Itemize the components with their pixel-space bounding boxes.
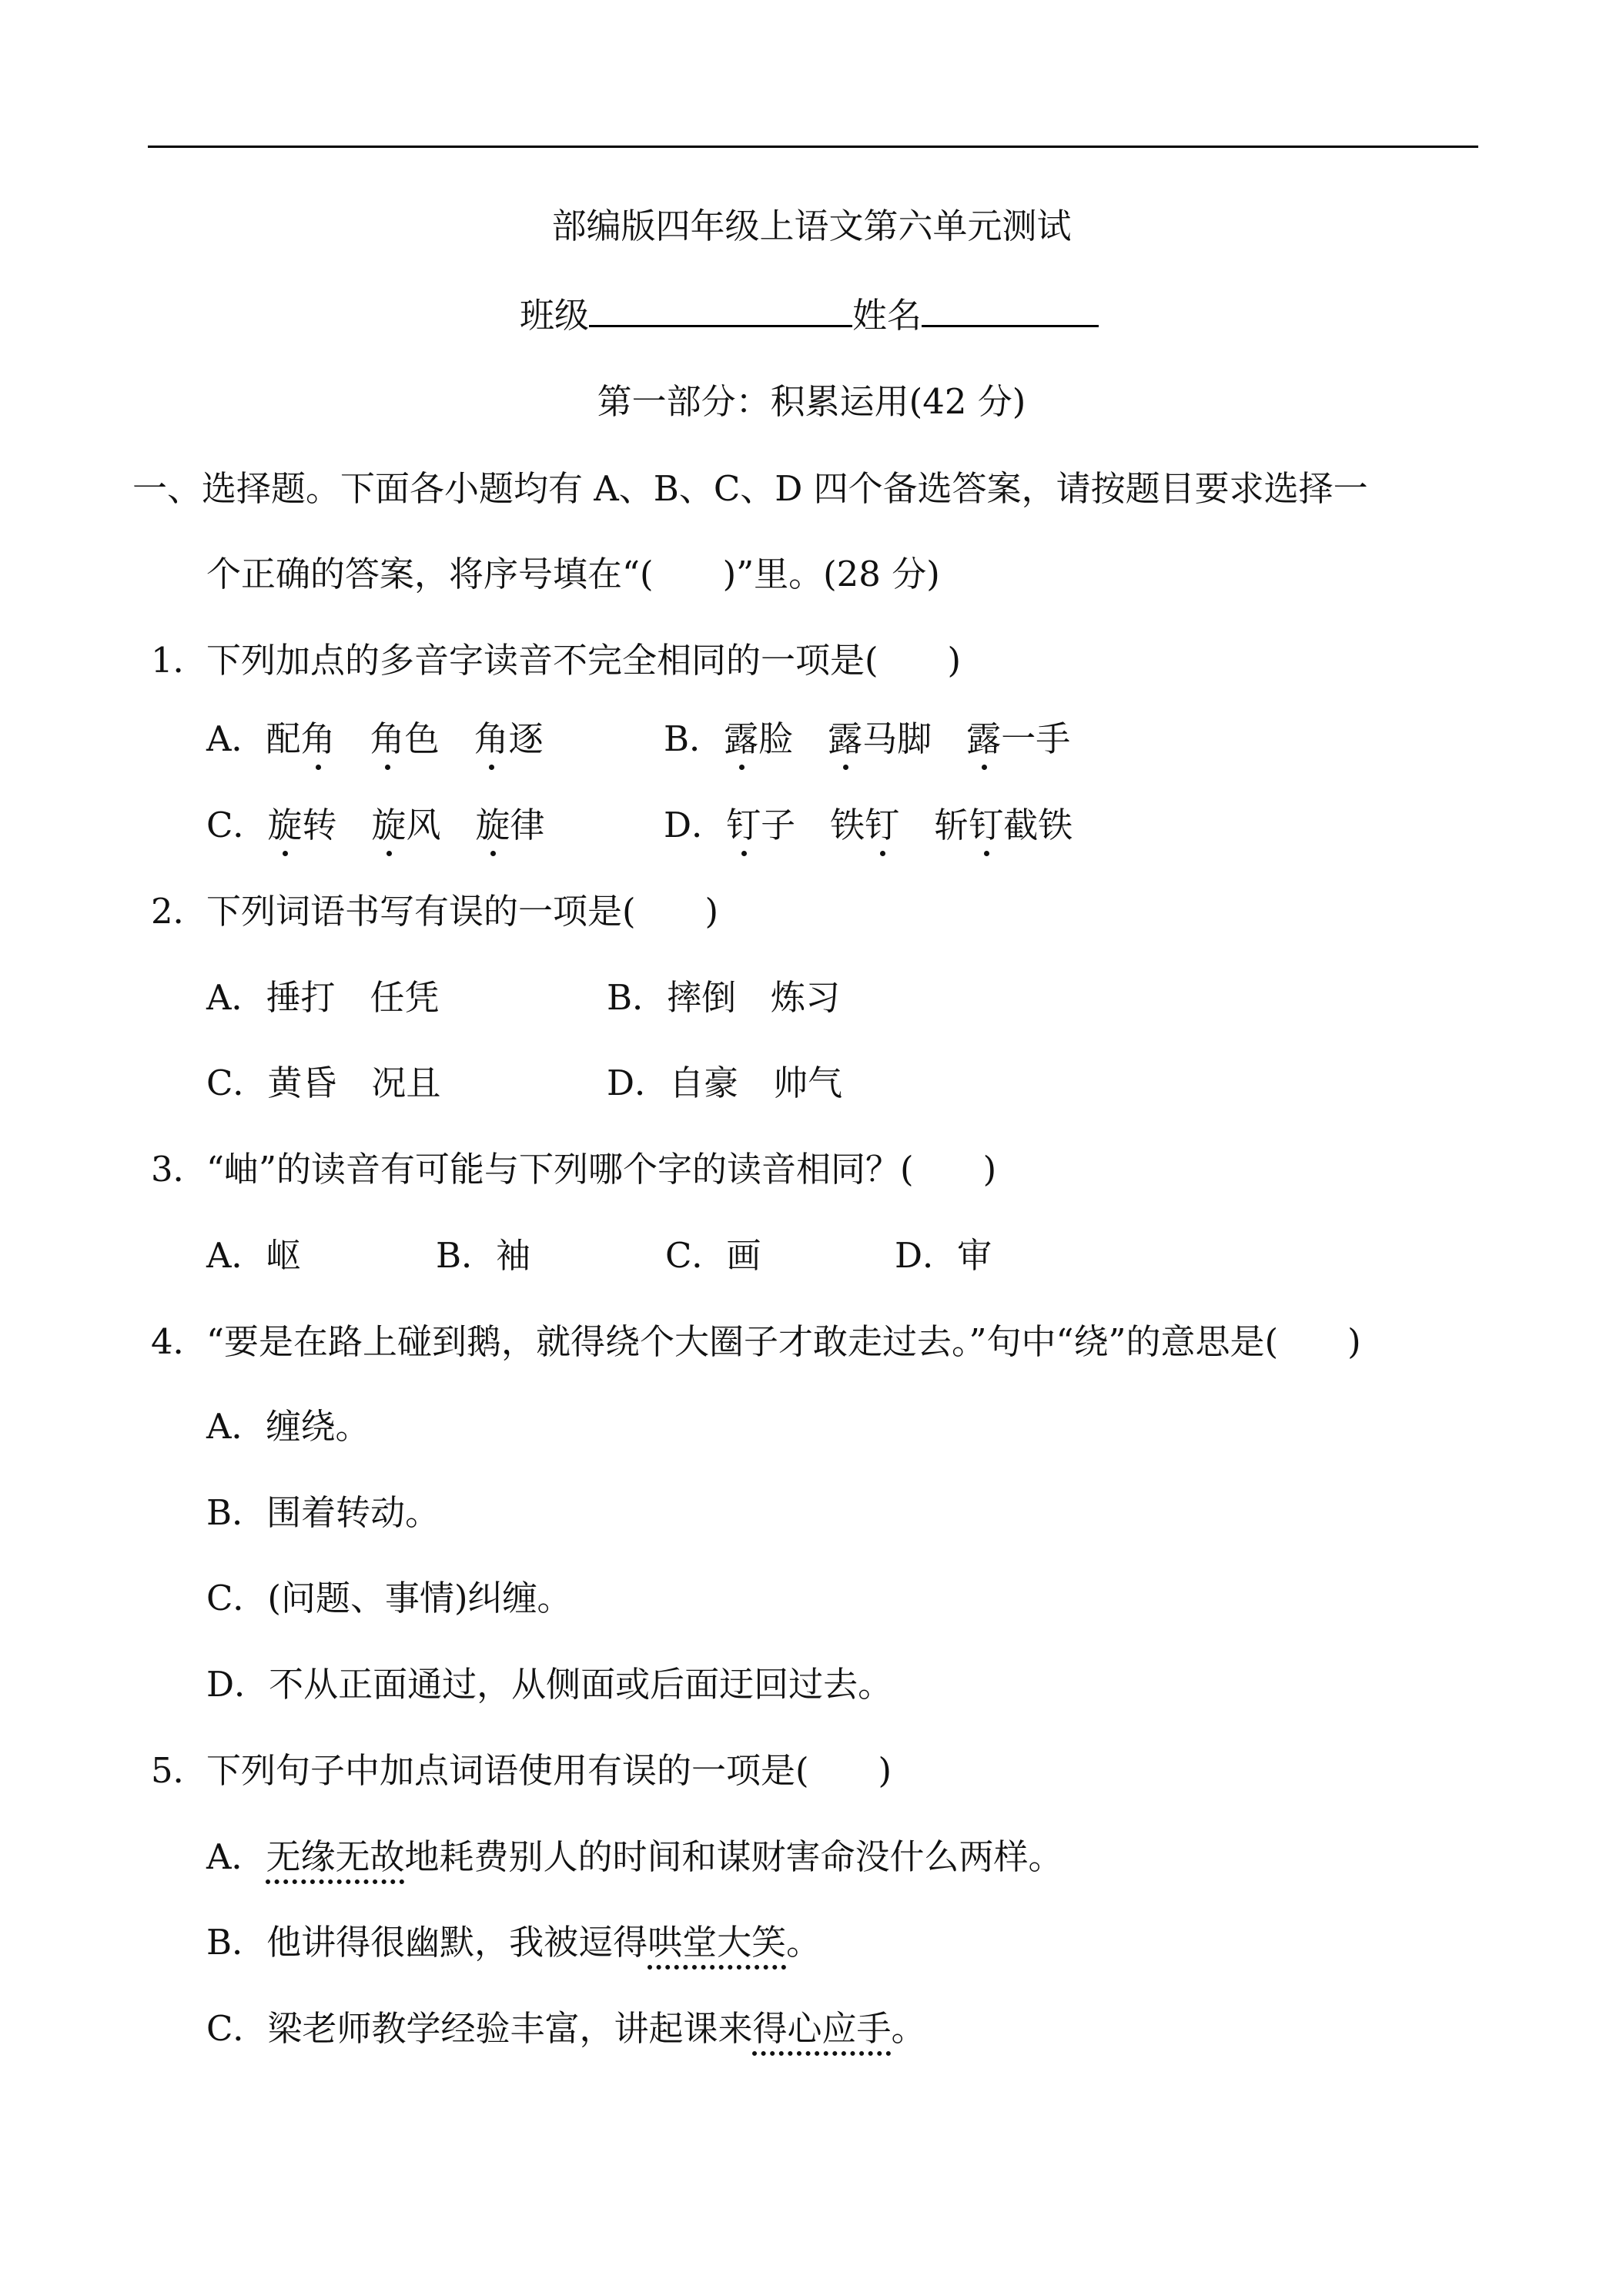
question-number: 2． [151,891,208,932]
option-text: 风 [406,805,441,845]
option-c [206,2001,925,2057]
option-d [664,798,1073,853]
question-text: “岫”的读音有可能与下列哪个字的读音相同？( ) [206,1149,997,1190]
option-letter: C． [206,2008,268,2049]
dotted-char: 露 [828,711,862,767]
question-number: 5． [151,1750,208,1791]
option-text: 。 [891,2008,926,2049]
dotted-char: 角 [474,711,509,767]
dotted-char: 旋 [476,798,510,853]
section-title: 第一部分：积累运用(42 分) [597,381,1026,422]
question-text: 下列句子中加点词语使用有误的一项是( ) [206,1750,892,1791]
option-c: C．(问题、事情)纠缠。 [206,1578,572,1618]
option-letter: A． [206,1836,266,1877]
option-text: 斩 [934,805,969,845]
dotted-char: 钉 [726,798,761,853]
option-d: D．审 [895,1235,992,1276]
instructions-line-1: 一、选择题。下面各小题均有 A、B、C、D 四个备选答案，请按题目要求选择一 [132,468,1368,509]
question-number: 4． [151,1321,208,1362]
option-letter: B． [664,718,724,759]
question-text: 下列词语书写有误的一项是( ) [206,891,719,932]
dotted-phrase: 无缘无故 [266,1836,405,1877]
option-letter: A． [206,718,266,759]
dotted-phrase: 哄堂大笑 [648,1922,787,1963]
option-letter: C． [206,805,268,845]
option-text: 他讲得很幽默，我被逗得 [266,1922,648,1963]
name-blank[interactable] [922,286,1099,327]
option-c [206,798,545,853]
option-c: C．画 [665,1235,761,1276]
option-spacer [793,718,828,759]
option-b [206,1915,821,1970]
option-text: 配 [266,718,301,759]
option-text: 。 [786,1922,822,1963]
dotted-char: 旋 [267,798,302,853]
student-info-line [520,286,1099,343]
class-blank[interactable] [589,286,852,327]
option-spacer [899,805,934,845]
option-a [206,711,544,767]
option-text: 截铁 [1003,805,1073,845]
option-a: A．岖 [206,1235,301,1276]
option-text: 子 [761,805,796,845]
dotted-char: 露 [724,711,758,767]
option-spacer [336,718,370,759]
dotted-char: 旋 [371,798,406,853]
option-text: 铁 [830,805,865,845]
option-a: A．缠绕。 [206,1406,370,1447]
dotted-char: 钉 [865,798,899,853]
option-text: 梁老师教学经验丰富，讲起课来 [267,2008,753,2049]
question-number: 3． [151,1149,208,1190]
option-spacer [441,805,476,845]
option-letter: B． [206,1922,267,1963]
dotted-char: 钉 [969,798,1003,853]
option-d: D．不从正面通过，从侧面或后面迂回过去。 [206,1664,893,1705]
dotted-char: 露 [966,711,1001,767]
instructions-line-2: 个正确的答案，将序号填在“( )”里。(28 分) [206,554,940,594]
name-label: 姓名 [852,295,922,336]
option-b: B．袖 [436,1235,531,1276]
option-text: 色 [404,718,440,759]
question-number: 1． [151,640,208,681]
option-b [664,711,1070,767]
option-spacer [795,805,830,845]
page-title: 部编版四年级上语文第六单元测试 [551,206,1072,246]
option-letter: D． [664,805,727,845]
option-spacer [336,805,371,845]
option-b: B．围着转动。 [206,1492,440,1533]
dotted-phrase: 得心应手 [752,2008,892,2049]
option-text: 逐 [508,718,544,759]
question-text: 下列加点的多音字读音不完全相同的一项是( ) [206,640,962,681]
option-a [206,1829,1063,1885]
dotted-char: 角 [301,711,336,767]
option-text: 脸 [758,718,794,759]
top-rule [148,146,1478,148]
option-text: 一手 [1001,718,1071,759]
option-a: A．捶打 任凭 [206,977,440,1018]
option-spacer [440,718,474,759]
option-text: 马脚 [862,718,932,759]
option-text: 律 [510,805,545,845]
option-b: B．摔倒 炼习 [607,977,841,1018]
option-spacer [932,718,966,759]
option-c: C．黄昏 况且 [206,1063,441,1103]
dotted-char: 角 [370,711,405,767]
option-d: D．自豪 帅气 [607,1063,843,1103]
option-text: 地耗费别人的时间和谋财害命没什么两样。 [404,1836,1063,1877]
question-text: “要是在路上碰到鹅，就得绕个大圈子才敢走过去。”句中“绕”的意思是( ) [206,1321,1361,1362]
option-text: 转 [302,805,337,845]
class-label: 班级 [520,295,590,336]
